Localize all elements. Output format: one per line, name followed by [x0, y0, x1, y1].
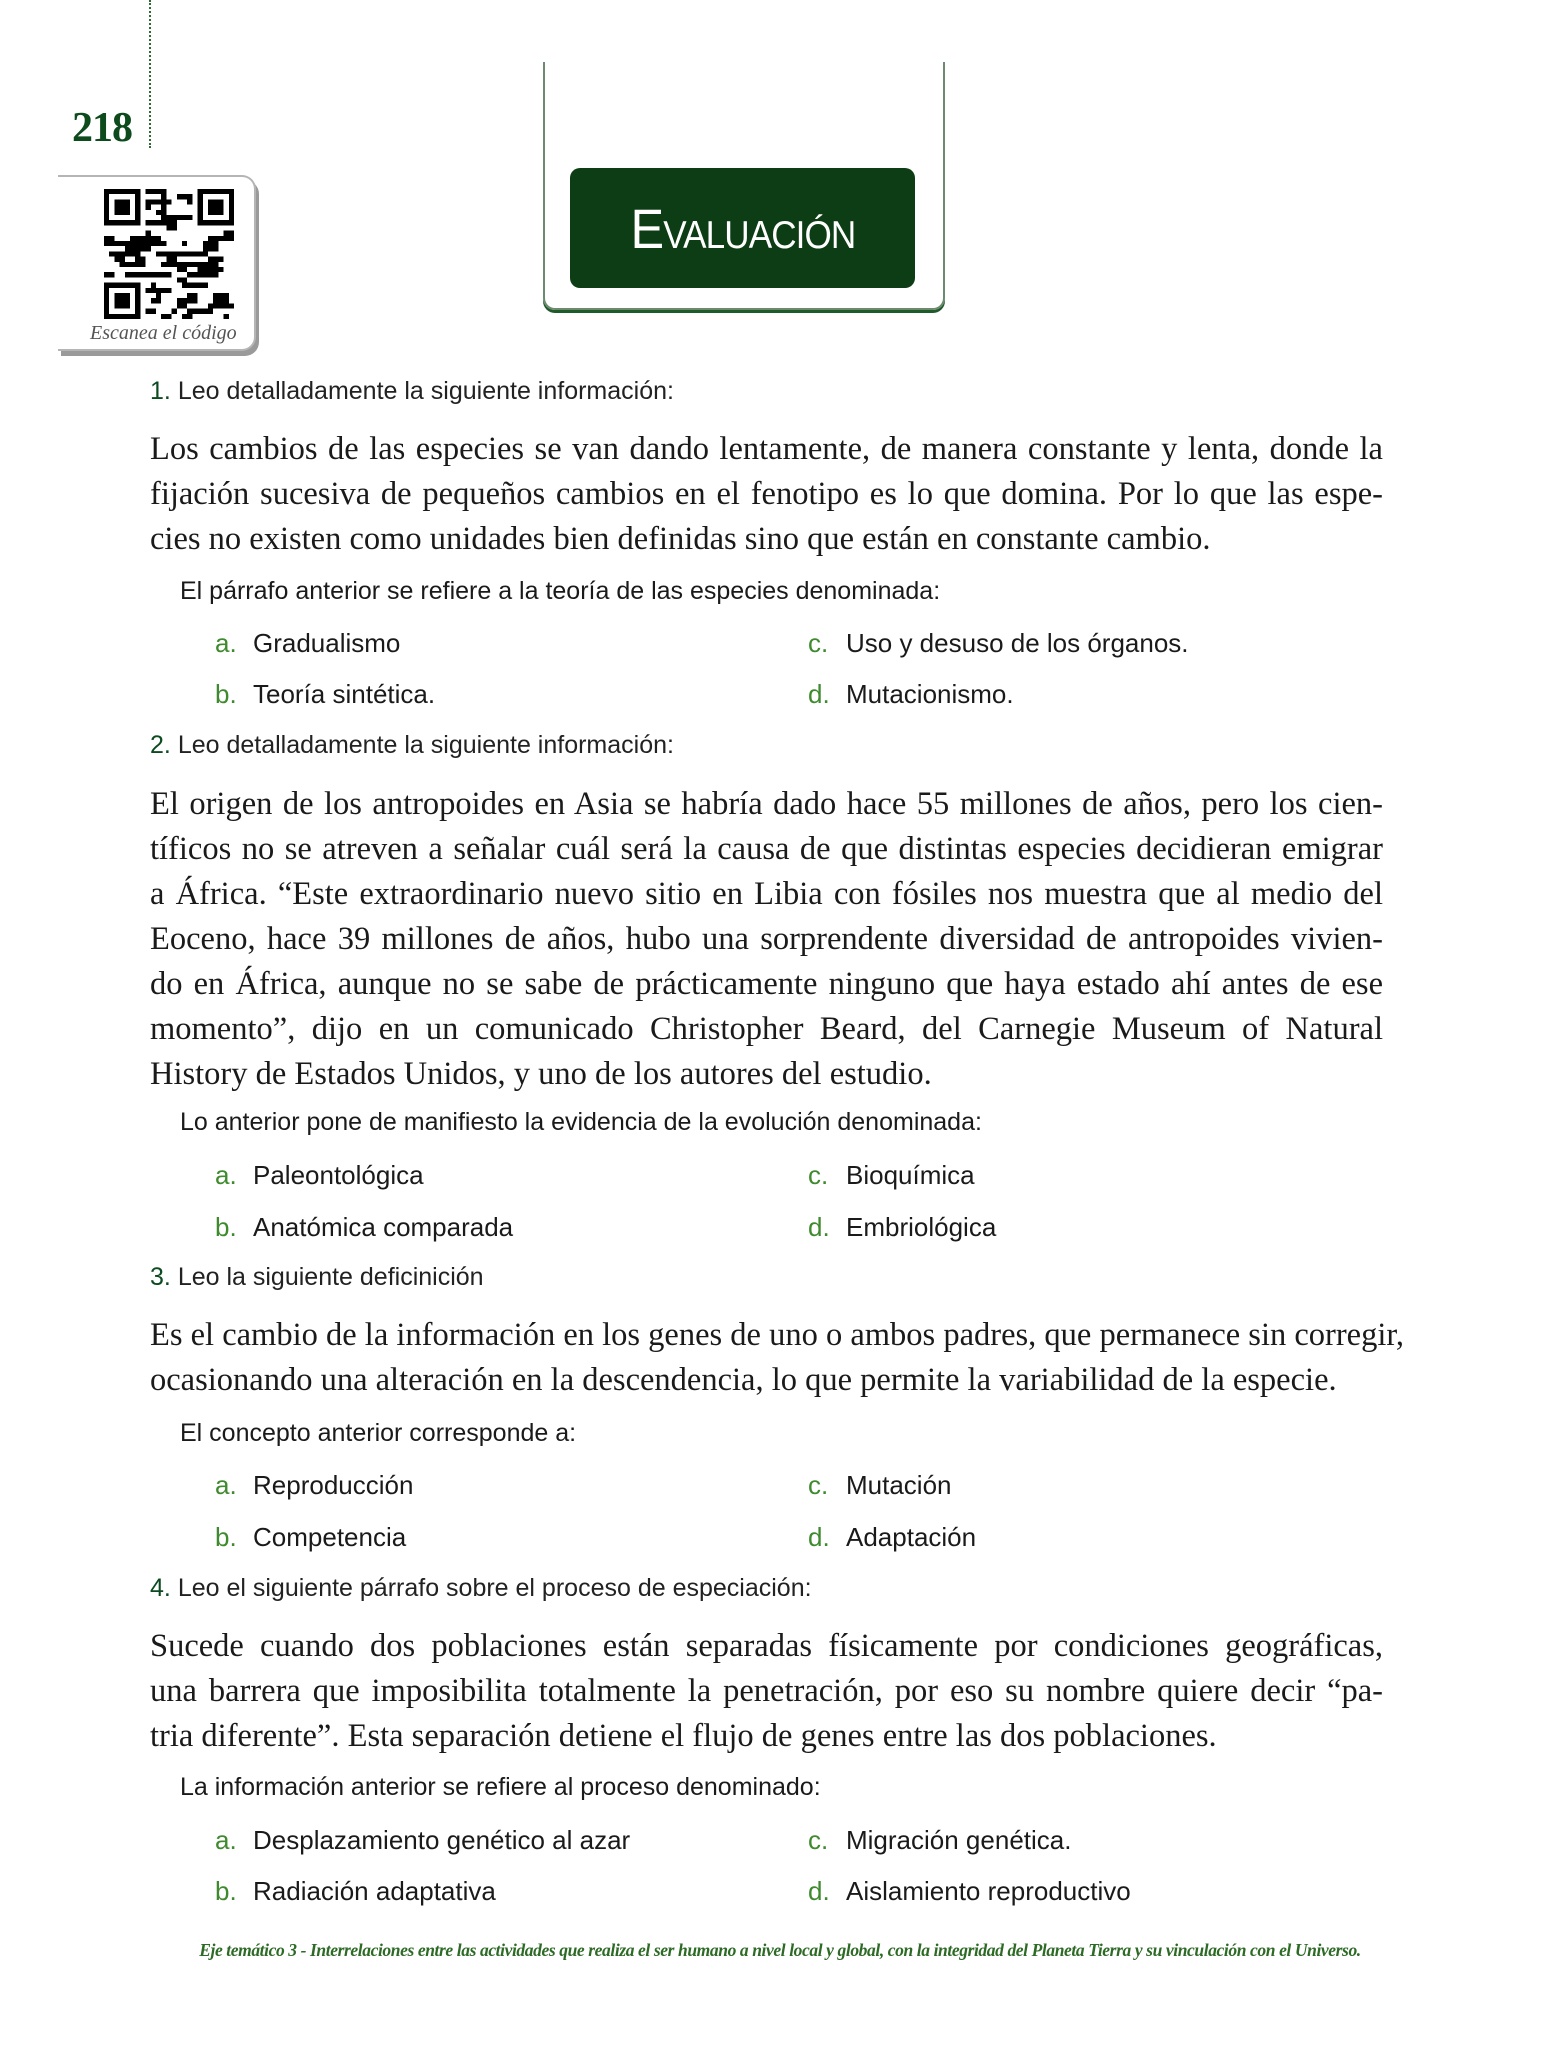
- answer-option-c[interactable]: [808, 628, 1189, 659]
- answer-option-d[interactable]: [808, 1522, 976, 1553]
- option-letter: d.: [808, 1212, 830, 1242]
- passage-line: Sucede cuando dos poblaciones están separadas físicamente por condiciones geográficas,: [150, 1628, 1383, 1664]
- page-number: 218: [72, 105, 132, 151]
- option-letter: a.: [215, 1160, 237, 1190]
- option-text: Adaptación: [846, 1522, 977, 1552]
- question-heading-text: Leo detalladamente la siguiente información:: [177, 377, 674, 405]
- answer-option-b[interactable]: [215, 1212, 513, 1243]
- question-heading: [150, 1263, 484, 1292]
- option-letter: c.: [808, 628, 829, 658]
- section-title-box: [570, 168, 915, 288]
- option-letter: d.: [808, 1876, 830, 1906]
- answer-option-b[interactable]: [215, 1522, 406, 1553]
- option-letter: c.: [808, 1470, 829, 1500]
- option-text: Gradualismo: [253, 628, 401, 658]
- option-text: Anatómica comparada: [253, 1212, 514, 1242]
- option-letter: a.: [215, 1470, 237, 1500]
- option-text: Mutacionismo.: [846, 679, 1014, 709]
- option-letter: d.: [808, 1522, 830, 1552]
- question-heading-text: Leo el siguiente párrafo sobre el proceso de especiación:: [177, 1574, 812, 1602]
- section-title: Evaluación: [630, 196, 855, 260]
- option-text: Competencia: [253, 1522, 407, 1552]
- passage-line: Es el cambio de la información en los genes de uno o ambos padres, que permanece sin corregir,: [150, 1317, 1405, 1353]
- question-heading-text: Leo detalladamente la siguiente información:: [177, 731, 674, 759]
- option-text: Paleontológica: [253, 1160, 424, 1190]
- passage-line: una barrera que imposibilita totalmente la penetración, por eso su nombre quiere decir “pa-: [150, 1673, 1383, 1709]
- passage-line: History de Estados Unidos, y uno de los autores del estudio.: [150, 1056, 932, 1092]
- question-heading: [150, 1574, 812, 1603]
- question-passage: [150, 427, 1383, 562]
- passage-line: tria diferente”. Esta separación detiene el flujo de genes entre las dos poblaciones.: [150, 1718, 1217, 1754]
- answer-option-b[interactable]: [215, 1876, 496, 1907]
- option-letter: d.: [808, 679, 830, 709]
- qr-code-card[interactable]: [58, 175, 256, 351]
- answer-option-d[interactable]: [808, 679, 1014, 710]
- passage-line: a África. “Este extraordinario nuevo sitio en Libia con fósiles nos muestra que al medio del: [150, 876, 1383, 912]
- passage-line: do en África, aunque no se sabe de prácticamente ninguno que haya estado ahí antes de ese: [150, 966, 1383, 1002]
- passage-line: Los cambios de las especies se van dando lentamente, de manera constante y lenta, donde la: [150, 431, 1383, 467]
- passage-line: fijación sucesiva de pequeños cambios en el fenotipo es lo que domina. Por lo que las espe-: [150, 476, 1383, 512]
- question-passage: [150, 1313, 1405, 1403]
- question-prompt: Lo anterior pone de manifiesto la evidencia de la evolución denominada:: [180, 1108, 982, 1136]
- question-heading: [150, 731, 674, 760]
- answer-option-c[interactable]: [808, 1470, 952, 1501]
- option-letter: a.: [215, 628, 237, 658]
- answer-option-a[interactable]: [215, 1825, 630, 1856]
- passage-line: Eoceno, hace 39 millones de años, hubo una sorprendente diversidad de antropoides vivien-: [150, 921, 1383, 957]
- qr-code-icon: [104, 189, 234, 319]
- question-prompt: El párrafo anterior se refiere a la teoría de las especies denominada:: [180, 577, 941, 605]
- question-prompt: El concepto anterior corresponde a:: [180, 1419, 577, 1447]
- answer-option-b[interactable]: [215, 679, 435, 710]
- question-number: 1.: [150, 377, 171, 405]
- answer-option-a[interactable]: [215, 628, 400, 659]
- option-letter: a.: [215, 1825, 237, 1855]
- option-text: Reproducción: [253, 1470, 414, 1500]
- question-heading-text: Leo la siguiente deficinición: [177, 1263, 484, 1291]
- answer-option-a[interactable]: [215, 1160, 424, 1191]
- option-letter: b.: [215, 1522, 237, 1552]
- question-passage: [150, 1624, 1383, 1759]
- passage-line: tíficos no se atreven a señalar cuál será la causa de que distintas especies decidieran emigrar: [150, 831, 1383, 867]
- question-passage: [150, 782, 1383, 1097]
- option-text: Uso y desuso de los órganos.: [846, 628, 1189, 658]
- passage-line: El origen de los antropoides en Asia se habría dado hace 55 millones de años, pero los cien-: [150, 786, 1383, 822]
- question-heading: [150, 377, 674, 406]
- answer-option-a[interactable]: [215, 1470, 413, 1501]
- passage-line: cies no existen como unidades bien definidas sino que están en constante cambio.: [150, 521, 1211, 557]
- answer-option-d[interactable]: [808, 1876, 1131, 1907]
- passage-line: ocasionando una alteración en la descendencia, lo que permite la variabilidad de la especie.: [150, 1362, 1337, 1398]
- option-text: Migración genética.: [846, 1825, 1072, 1855]
- option-letter: c.: [808, 1160, 829, 1190]
- question-number: 3.: [150, 1263, 171, 1291]
- answer-option-c[interactable]: [808, 1825, 1071, 1856]
- passage-line: momento”, dijo en un comunicado Christopher Beard, del Carnegie Museum of Natural: [150, 1011, 1383, 1047]
- option-text: Embriológica: [846, 1212, 997, 1242]
- question-number: 4.: [150, 1574, 171, 1602]
- margin-dotted-line: [149, 0, 151, 148]
- option-letter: b.: [215, 1876, 237, 1906]
- option-text: Desplazamiento genético al azar: [253, 1825, 631, 1855]
- page-footer: Eje temático 3 - Interrelaciones entre las actividades que realiza el ser humano a nivel local y global, con la integridad del Planeta Tierra y su vinculación con el Universo.: [199, 1940, 1361, 1960]
- question-number: 2.: [150, 731, 171, 759]
- option-text: Mutación: [846, 1470, 952, 1500]
- option-text: Radiación adaptativa: [253, 1876, 496, 1906]
- option-letter: c.: [808, 1825, 829, 1855]
- option-text: Teoría sintética.: [253, 679, 436, 709]
- option-letter: b.: [215, 679, 237, 709]
- option-letter: b.: [215, 1212, 237, 1242]
- option-text: Aislamiento reproductivo: [846, 1876, 1131, 1906]
- answer-option-d[interactable]: [808, 1212, 996, 1243]
- option-text: Bioquímica: [846, 1160, 975, 1190]
- answer-option-c[interactable]: [808, 1160, 975, 1191]
- question-prompt: La información anterior se refiere al proceso denominado:: [180, 1773, 821, 1801]
- qr-caption: Escanea el código: [90, 322, 237, 344]
